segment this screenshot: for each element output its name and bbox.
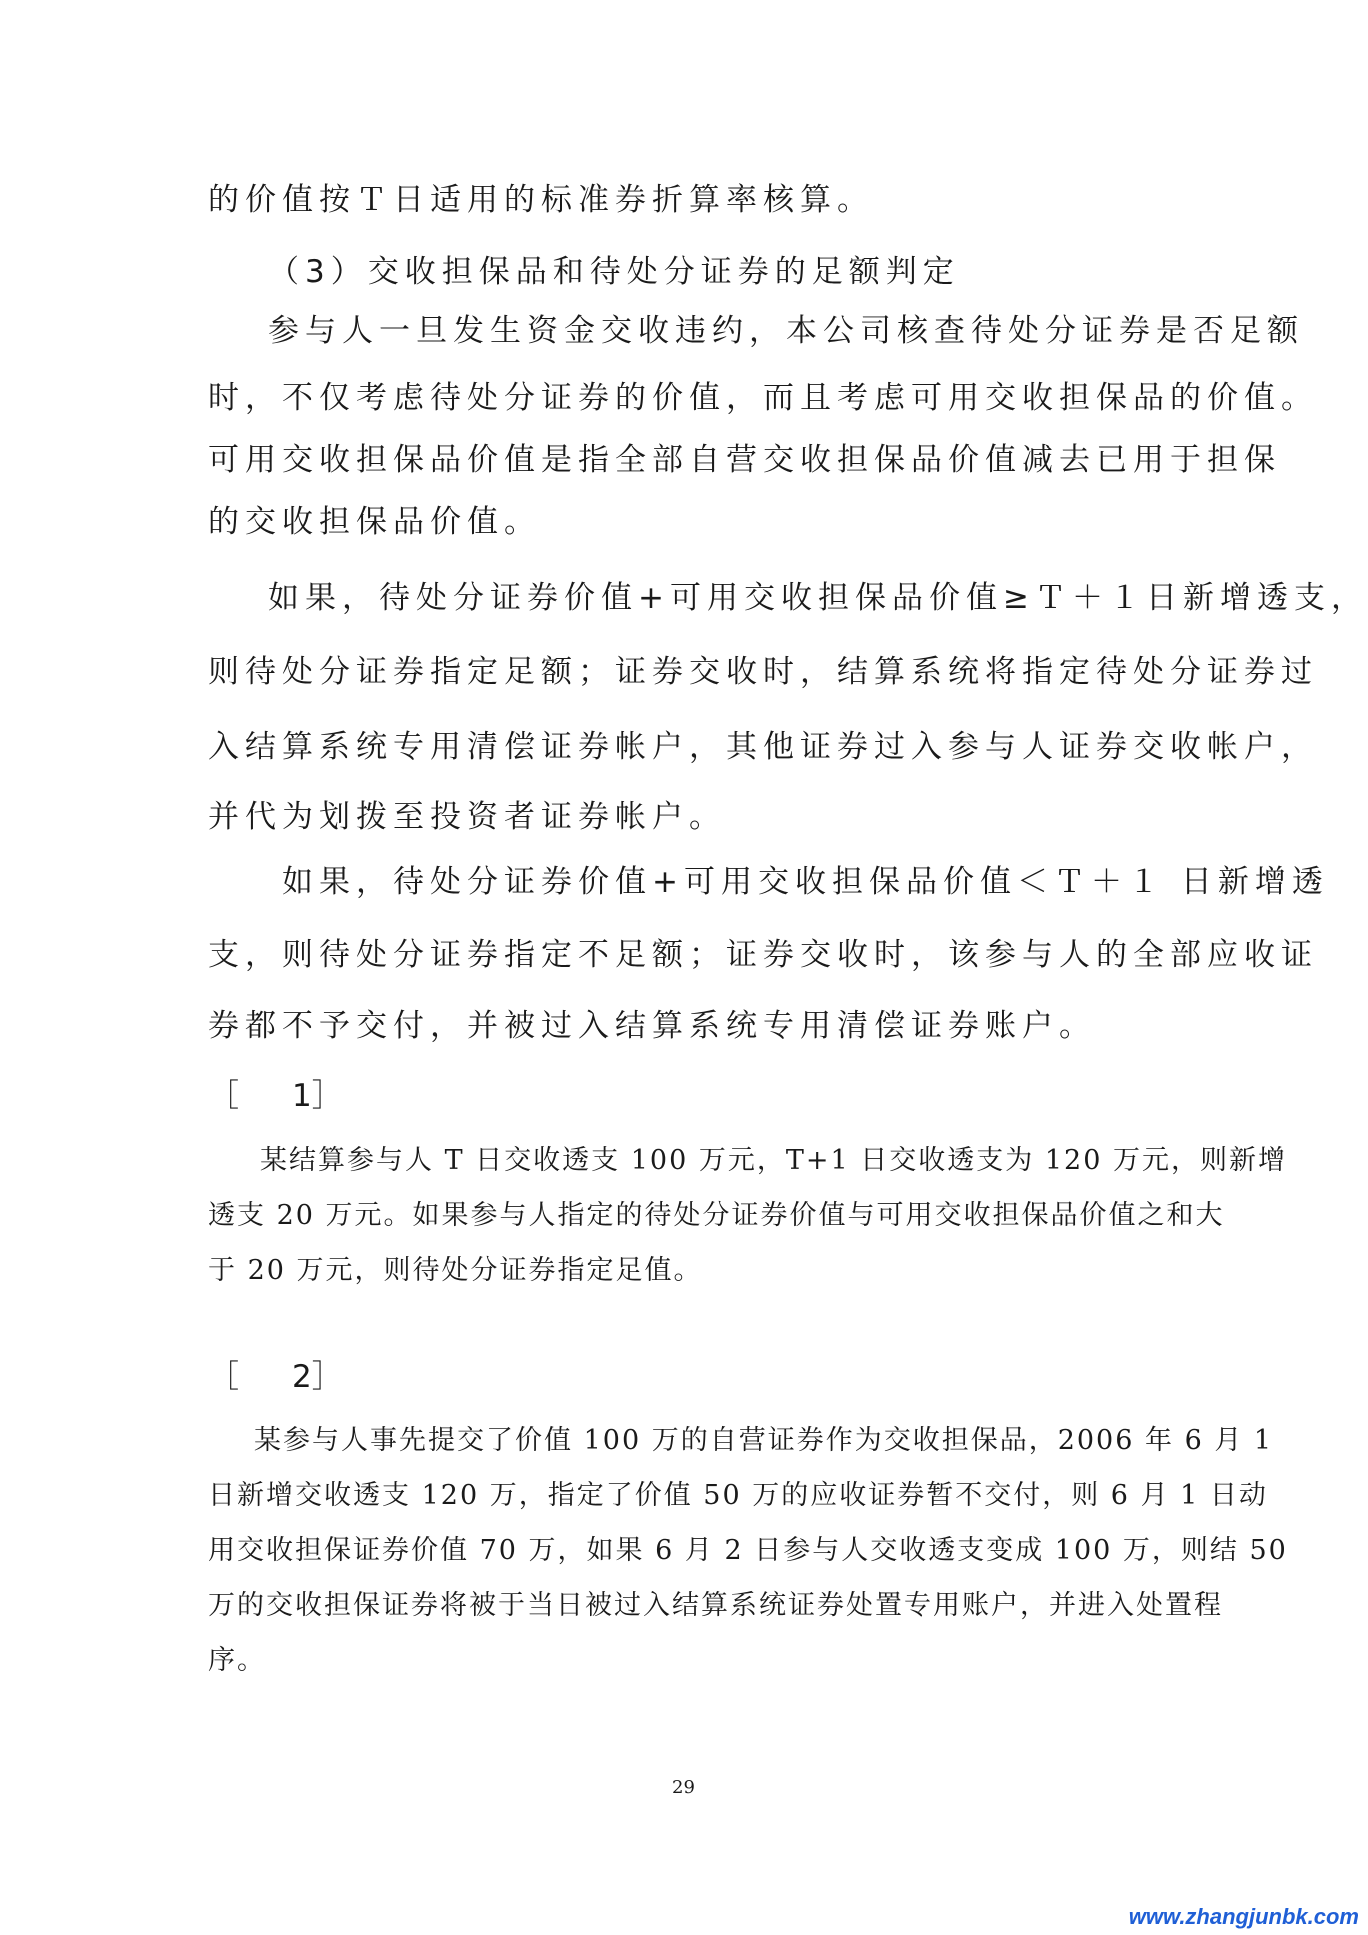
paragraph-4-line-4: 并代为划拨至投资者证券帐户。	[208, 799, 726, 835]
example-1-number: 1］	[292, 1078, 343, 1114]
example-1-line-2: 透支 20 万元。如果参与人指定的待处分证券价值与可用交收担保品价值之和大	[208, 1200, 1225, 1231]
example-1-open-bracket: ［	[208, 1078, 239, 1114]
example-2-open-bracket: ［	[208, 1359, 239, 1395]
example-2-line-4: 万的交收担保证券将被于当日被过入结算系统证券处置专用账户，并进入处置程	[208, 1590, 1223, 1621]
paragraph-3-line-2: 时，不仅考虑待处分证券的价值，而且考虑可用交收担保品的价值。	[208, 380, 1318, 416]
page-number: 29	[672, 1777, 695, 1798]
paragraph-4-line-1: 如果，待处分证券价值+可用交收担保品价值≥Ｔ＋１日新增透支，	[268, 580, 1368, 616]
paragraph-5-line-3: 券都不予交付，并被过入结算系统专用清偿证券账户。	[208, 1008, 1096, 1044]
example-1-line-1: 某结算参与人 T 日交收透支 100 万元，T+1 日交收透支为 120 万元，则新增	[260, 1145, 1287, 1176]
paragraph-3-line-3: 可用交收担保品价值是指全部自营交收担保品价值减去已用于担保	[208, 442, 1281, 478]
paragraph-5-line-1: 如果，待处分证券价值+可用交收担保品价值＜Ｔ＋１ 日新增透	[282, 864, 1329, 900]
example-2-number: 2］	[292, 1359, 343, 1395]
example-2-line-2: 日新增交收透支 120 万，指定了价值 50 万的应收证券暂不交付，则 6 月 1 日动	[208, 1480, 1268, 1511]
paragraph-5-line-2: 支，则待处分证券指定不足额；证券交收时，该参与人的全部应收证	[208, 937, 1318, 973]
site-watermark: www.zhangjunbk.com	[1128, 1904, 1359, 1929]
paragraph-1-line-1: 的价值按Ｔ日适用的标准券折算率核算。	[208, 182, 874, 218]
paragraph-3-line-1: 参与人一旦发生资金交收违约，本公司核查待处分证券是否足额	[268, 313, 1304, 349]
paragraph-3-line-4: 的交收担保品价值。	[208, 504, 541, 540]
example-2-line-5: 序。	[208, 1645, 266, 1676]
example-1-line-3: 于 20 万元，则待处分证券指定足值。	[208, 1255, 703, 1286]
paragraph-4-line-3: 入结算系统专用清偿证券帐户，其他证券过入参与人证券交收帐户，	[208, 729, 1318, 765]
paragraph-4-line-2: 则待处分证券指定足额；证券交收时，结算系统将指定待处分证券过	[208, 654, 1318, 690]
section-heading: （3）交收担保品和待处分证券的足额判定	[268, 254, 960, 290]
example-2-line-3: 用交收担保证券价值 70 万，如果 6 月 2 日参与人交收透支变成 100 万，则结 50	[208, 1535, 1288, 1566]
example-2-line-1: 某参与人事先提交了价值 100 万的自营证券作为交收担保品，2006 年 6 月 1	[254, 1425, 1274, 1456]
